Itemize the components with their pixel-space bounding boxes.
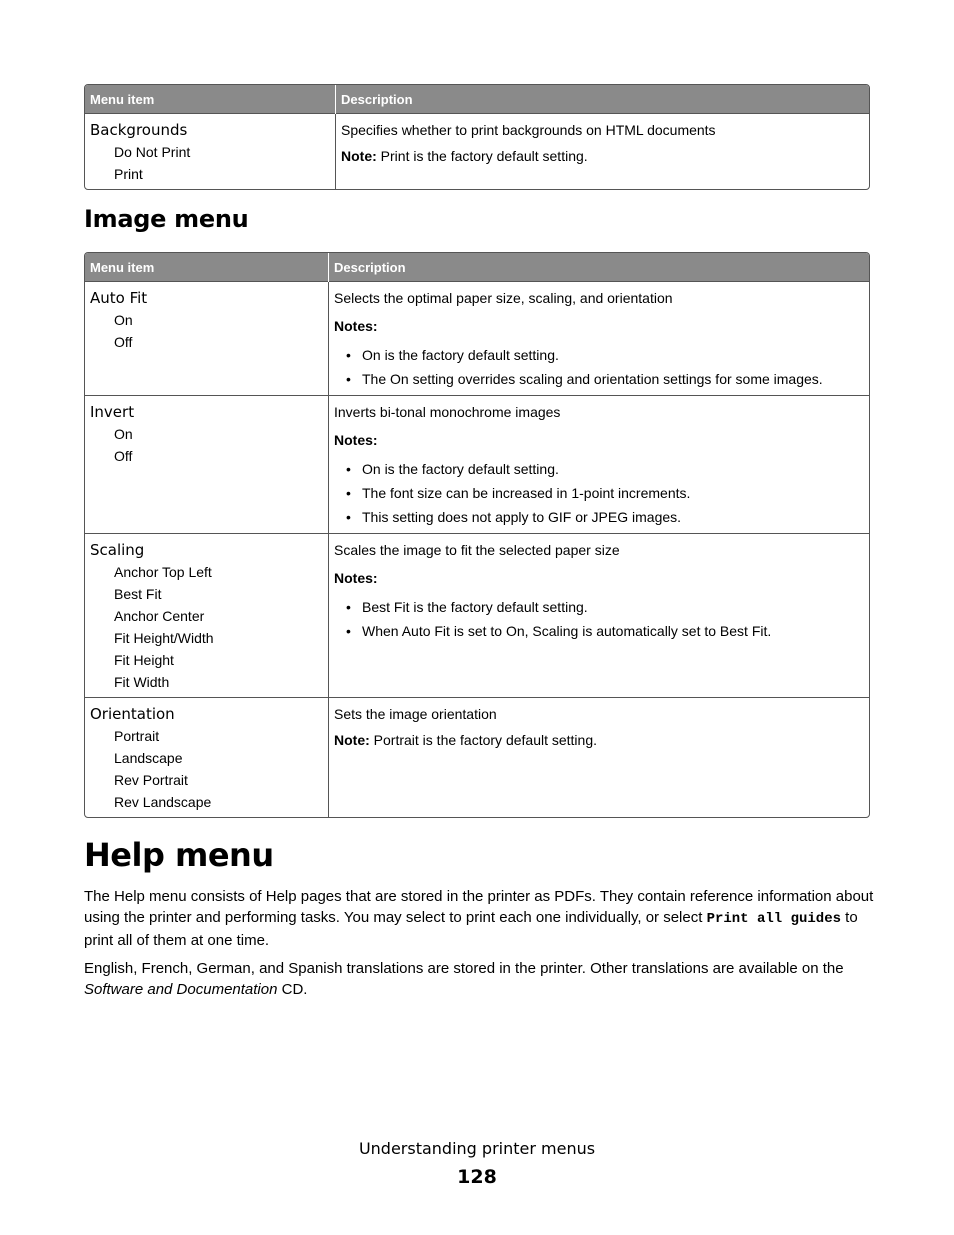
menu-option: Anchor Top Left (114, 564, 212, 580)
menu-option: Fit Height (114, 652, 174, 668)
page-title: Help menu (84, 836, 274, 874)
note-label: Note: (334, 732, 370, 748)
help-paragraph-1 (84, 886, 874, 951)
description-header: Description (329, 253, 870, 282)
menu-option: Portrait (114, 728, 160, 744)
note-line (334, 729, 864, 751)
menu-option: Best Fit (114, 586, 162, 602)
command-text: Print all guides (706, 911, 841, 927)
menu-item-cell (85, 114, 336, 190)
menu-item-name: Backgrounds (90, 121, 188, 139)
description-cell (329, 534, 870, 698)
menu-item-cell (85, 698, 329, 818)
notes-list (334, 343, 864, 391)
cd-title: Software and Documentation (84, 981, 278, 998)
menu-option: On (114, 426, 133, 442)
menu-item-cell (85, 282, 329, 396)
menu-item-header: Menu item (85, 85, 336, 114)
menu-option: Fit Width (114, 674, 170, 690)
description-text: Scales the image to fit the selected paper size (334, 542, 620, 558)
menu-option: Do Not Print (114, 144, 191, 160)
help-paragraph-2 (84, 958, 874, 1000)
note-line (341, 145, 864, 167)
menu-option: Print (114, 166, 143, 182)
paragraph-text: CD. (277, 981, 308, 998)
menu-option: Landscape (114, 750, 183, 766)
table-row (85, 282, 869, 396)
paragraph-text: to print all of them at one time. (84, 909, 858, 949)
menu-item-cell (85, 534, 329, 698)
menu-option: Off (114, 448, 133, 464)
list-item: • This setting does not apply to GIF or JPEG images. (346, 505, 864, 529)
description-text: Selects the optimal paper size, scaling, and orientation (334, 290, 673, 306)
menu-option: Off (114, 334, 133, 350)
notes-label: Notes: (334, 432, 378, 448)
note-text: Print is the factory default setting. (376, 148, 588, 164)
table-row (85, 114, 869, 190)
notes-list (334, 595, 864, 643)
menu-option: Fit Height/Width (114, 630, 214, 646)
menu-option: Rev Landscape (114, 794, 212, 810)
menu-item-name: Invert (90, 403, 135, 421)
backgrounds-table (84, 84, 870, 190)
list-item: • On is the factory default setting. (346, 343, 864, 367)
notes-label: Notes: (334, 318, 378, 334)
list-item: • The On setting overrides scaling and orientation settings for some images. (346, 367, 864, 391)
description-text: Inverts bi-tonal monochrome images (334, 404, 561, 420)
table-row (85, 698, 869, 818)
menu-option: Anchor Center (114, 608, 205, 624)
table-row (85, 534, 869, 698)
paragraph-text: The Help menu consists of Help pages that are stored in the printer as PDFs. They contain reference information about using the printer and performing tasks. You may select to print each one individually, or select (84, 888, 874, 926)
description-text: Specifies whether to print backgrounds on HTML documents (341, 122, 716, 138)
table-row (85, 396, 869, 534)
description-cell (329, 698, 870, 818)
list-item: • When Auto Fit is set to On, Scaling is automatically set to Best Fit. (346, 619, 864, 643)
note-label: Note: (341, 148, 377, 164)
description-text: Sets the image orientation (334, 706, 497, 722)
description-cell (336, 114, 870, 190)
notes-list (334, 457, 864, 529)
description-cell (329, 396, 870, 534)
menu-item-cell (85, 396, 329, 534)
note-text: Portrait is the factory default setting. (369, 732, 598, 748)
list-item: • Best Fit is the factory default setting. (346, 595, 864, 619)
list-item: • The font size can be increased in 1-point increments. (346, 481, 864, 505)
paragraph-text: English, French, German, and Spanish translations are stored in the printer. Other translations are available on the (84, 960, 844, 977)
menu-option: On (114, 312, 133, 328)
notes-label: Notes: (334, 570, 378, 586)
description-header: Description (336, 85, 870, 114)
section-title: Image menu (84, 205, 249, 233)
menu-item-name: Orientation (90, 705, 175, 723)
menu-item-name: Auto Fit (90, 289, 148, 307)
menu-item-header: Menu item (85, 253, 329, 282)
list-item: • On is the factory default setting. (346, 457, 864, 481)
image-menu-table (84, 252, 870, 818)
footer-title: Understanding printer menus (358, 1139, 596, 1158)
page-number: 128 (457, 1166, 497, 1188)
menu-item-name: Scaling (90, 541, 145, 559)
menu-option: Rev Portrait (114, 772, 188, 788)
description-cell (329, 282, 870, 396)
